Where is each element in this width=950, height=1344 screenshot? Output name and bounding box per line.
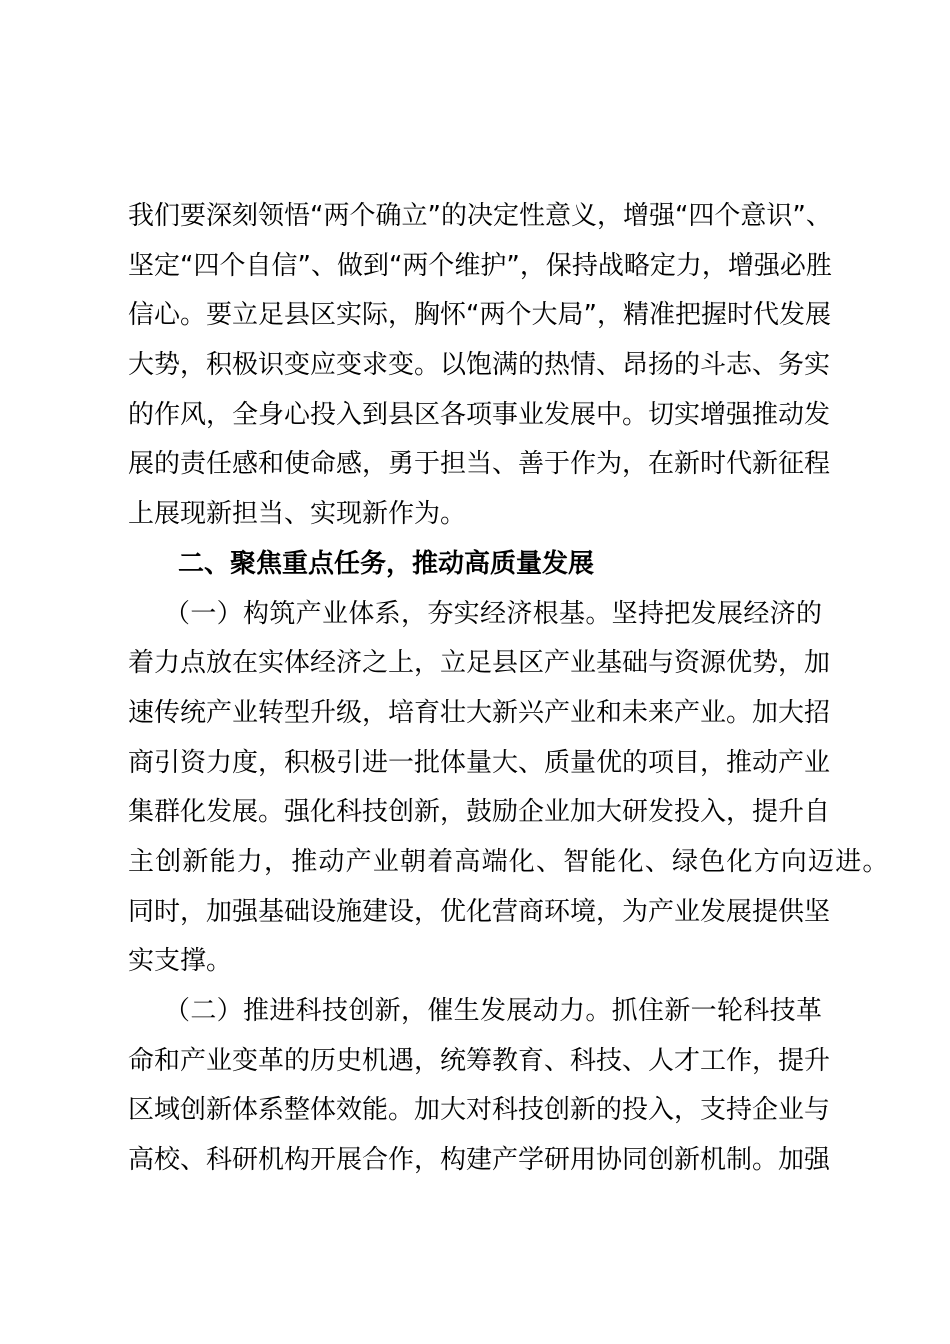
text-line: 实支撑。: [128, 946, 233, 977]
paragraph-industry: [128, 590, 890, 988]
text-line: 大势，积极识变应变求变。以饱满的热情、昂扬的斗志、务实: [128, 350, 831, 381]
text-line: 的作风，全身心投入到县区各项事业发展中。切实增强推动发: [128, 399, 831, 430]
text-line: 展的责任感和使命感，勇于担当、善于作为，在新时代新征程: [128, 449, 831, 480]
text-line: 同时，加强基础设施建设，优化营商环境，为产业发展提供坚: [128, 896, 831, 927]
text-line: 坚定“四个自信”、做到“两个维护”，保持战略定力，增强必胜: [128, 250, 832, 281]
heading-text: 二、聚焦重点任务，推动高质量发展: [178, 548, 595, 579]
text-line: 区域创新体系整体效能。加大对科技创新的投入，支持企业与: [128, 1095, 831, 1126]
text-line: 命和产业变革的历史机遇，统筹教育、科技、人才工作，提升: [128, 1045, 831, 1076]
document-page: [128, 192, 890, 1186]
text-line: 上展现新担当、实现新作为。: [128, 499, 467, 530]
text-line: （一）构筑产业体系，夯实经济根基。坚持把发展经济的: [164, 598, 822, 629]
text-line: 集群化发展。强化科技创新，鼓励企业加大研发投入，提升自: [128, 797, 831, 828]
text-line: 信心。要立足县区实际，胸怀“两个大局”，精准把握时代发展: [128, 300, 831, 331]
section-heading: [128, 540, 822, 590]
text-line: 高校、科研机构开展合作，构建产学研用协同创新机制。加强: [128, 1145, 831, 1176]
text-line: 着力点放在实体经济之上，立足县区产业基础与资源优势，加: [128, 648, 831, 679]
paragraph-innovation: [128, 987, 831, 1186]
text-line: 商引资力度，积极引进一批体量大、质量优的项目，推动产业: [128, 747, 831, 778]
text-line: （二）推进科技创新，催生发展动力。抓住新一轮科技革: [164, 996, 822, 1026]
text-line: 速传统产业转型升级，培育壮大新兴产业和未来产业。加大招: [128, 697, 831, 728]
text-line: 我们要深刻领悟“两个确立”的决定性意义，增强“四个意识”、: [128, 201, 832, 231]
text-line: 主创新能力，推动产业朝着高端化、智能化、绿色化方向迈进。: [128, 846, 890, 877]
paragraph-resolve: [128, 192, 832, 540]
